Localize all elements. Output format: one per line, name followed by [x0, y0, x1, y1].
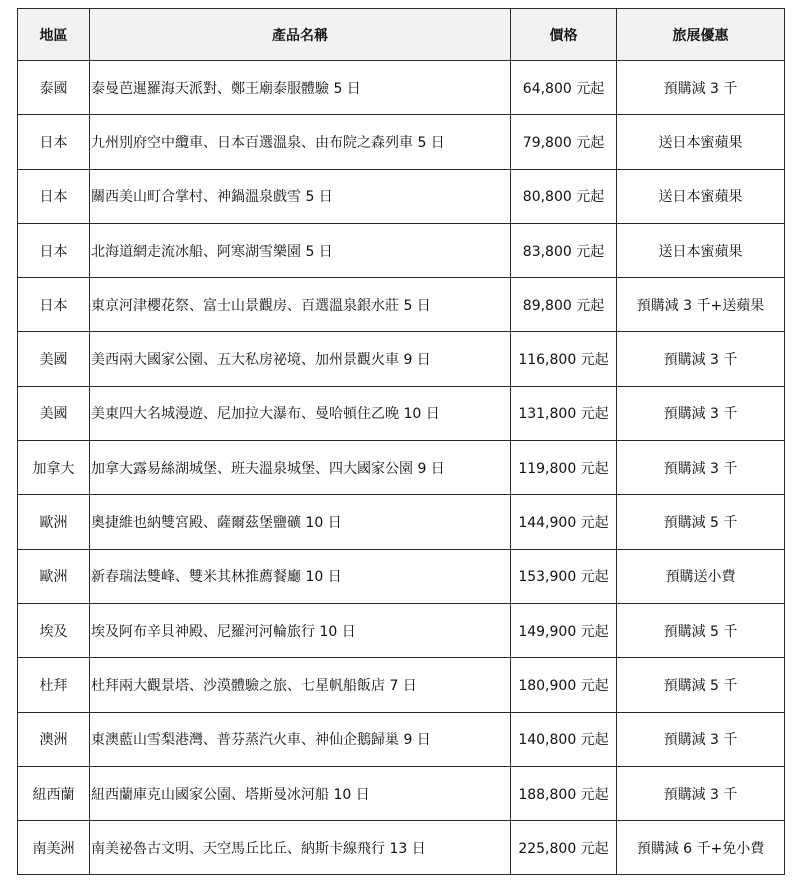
- cell-product-name: 埃及阿布辛貝神殿、尼羅河河輪旅行 10 日: [90, 603, 511, 657]
- header-product-name: 產品名稱: [90, 9, 511, 61]
- cell-promotion: 預購減 6 千+免小費: [617, 821, 785, 875]
- table-row: [18, 441, 785, 495]
- cell-product-name: 美西兩大國家公園、五大私房祕境、加州景觀火車 9 日: [90, 332, 511, 386]
- cell-region: 南美洲: [18, 821, 90, 875]
- cell-price: 180,900 元起: [511, 658, 617, 712]
- cell-promotion: 預購減 3 千: [617, 712, 785, 766]
- cell-promotion: 預購送小費: [617, 549, 785, 603]
- cell-region: 歐洲: [18, 549, 90, 603]
- cell-promotion: 送日本蜜蘋果: [617, 169, 785, 223]
- cell-region: 紐西蘭: [18, 766, 90, 820]
- header-region: 地區: [18, 9, 90, 61]
- cell-price: 83,800 元起: [511, 223, 617, 277]
- cell-promotion: 預購減 5 千: [617, 603, 785, 657]
- table-row: [18, 386, 785, 440]
- cell-product-name: 新春瑞法雙峰、雙米其林推薦餐廳 10 日: [90, 549, 511, 603]
- cell-price: 116,800 元起: [511, 332, 617, 386]
- cell-product-name: 南美祕魯古文明、天空馬丘比丘、納斯卡線飛行 13 日: [90, 821, 511, 875]
- cell-price: 89,800 元起: [511, 278, 617, 332]
- table-row: [18, 61, 785, 115]
- cell-price: 149,900 元起: [511, 603, 617, 657]
- header-row: [18, 9, 785, 61]
- travel-products-table: [17, 8, 785, 875]
- cell-region: 日本: [18, 115, 90, 169]
- cell-price: 225,800 元起: [511, 821, 617, 875]
- table-row: [18, 549, 785, 603]
- cell-promotion: 預購減 3 千: [617, 441, 785, 495]
- cell-product-name: 北海道網走流冰船、阿寒湖雪樂園 5 日: [90, 223, 511, 277]
- header-price: 價格: [511, 9, 617, 61]
- cell-price: 188,800 元起: [511, 766, 617, 820]
- cell-promotion: 送日本蜜蘋果: [617, 115, 785, 169]
- table-row: [18, 223, 785, 277]
- cell-price: 153,900 元起: [511, 549, 617, 603]
- cell-region: 泰國: [18, 61, 90, 115]
- cell-price: 64,800 元起: [511, 61, 617, 115]
- cell-region: 埃及: [18, 603, 90, 657]
- cell-product-name: 東澳藍山雪梨港灣、普芬蒸汽火車、神仙企鵝歸巢 9 日: [90, 712, 511, 766]
- table-row: [18, 332, 785, 386]
- cell-price: 140,800 元起: [511, 712, 617, 766]
- cell-region: 歐洲: [18, 495, 90, 549]
- cell-price: 79,800 元起: [511, 115, 617, 169]
- cell-region: 杜拜: [18, 658, 90, 712]
- cell-region: 美國: [18, 332, 90, 386]
- table-row: [18, 115, 785, 169]
- cell-product-name: 杜拜兩大觀景塔、沙漠體驗之旅、七星帆船飯店 7 日: [90, 658, 511, 712]
- cell-promotion: 預購減 5 千: [617, 495, 785, 549]
- cell-promotion: 預購減 3 千: [617, 386, 785, 440]
- table-row: [18, 495, 785, 549]
- cell-price: 119,800 元起: [511, 441, 617, 495]
- table-row: [18, 821, 785, 875]
- cell-region: 美國: [18, 386, 90, 440]
- cell-price: 144,900 元起: [511, 495, 617, 549]
- cell-region: 日本: [18, 278, 90, 332]
- table-row: [18, 658, 785, 712]
- cell-price: 80,800 元起: [511, 169, 617, 223]
- cell-promotion: 預購減 5 千: [617, 658, 785, 712]
- cell-price: 131,800 元起: [511, 386, 617, 440]
- table-row: [18, 712, 785, 766]
- cell-promotion: 預購減 3 千: [617, 766, 785, 820]
- cell-product-name: 加拿大露易絲湖城堡、班夫溫泉城堡、四大國家公園 9 日: [90, 441, 511, 495]
- header-promotion: 旅展優惠: [617, 9, 785, 61]
- cell-product-name: 奧捷維也納雙宮殿、薩爾茲堡鹽礦 10 日: [90, 495, 511, 549]
- cell-region: 澳洲: [18, 712, 90, 766]
- cell-promotion: 送日本蜜蘋果: [617, 223, 785, 277]
- cell-product-name: 紐西蘭庫克山國家公園、塔斯曼冰河船 10 日: [90, 766, 511, 820]
- cell-product-name: 東京河津櫻花祭、富士山景觀房、百選溫泉銀水莊 5 日: [90, 278, 511, 332]
- cell-region: 日本: [18, 223, 90, 277]
- cell-promotion: 預購減 3 千: [617, 332, 785, 386]
- cell-product-name: 九州別府空中纜車、日本百選溫泉、由布院之森列車 5 日: [90, 115, 511, 169]
- table-row: [18, 169, 785, 223]
- cell-product-name: 美東四大名城漫遊、尼加拉大瀑布、曼哈頓住乙晚 10 日: [90, 386, 511, 440]
- table-row: [18, 766, 785, 820]
- cell-promotion: 預購減 3 千+送蘋果: [617, 278, 785, 332]
- cell-product-name: 關西美山町合掌村、神鍋溫泉戲雪 5 日: [90, 169, 511, 223]
- cell-promotion: 預購減 3 千: [617, 61, 785, 115]
- cell-region: 日本: [18, 169, 90, 223]
- table-row: [18, 603, 785, 657]
- cell-product-name: 泰曼芭暹羅海天派對、鄭王廟泰服體驗 5 日: [90, 61, 511, 115]
- table-row: [18, 278, 785, 332]
- cell-region: 加拿大: [18, 441, 90, 495]
